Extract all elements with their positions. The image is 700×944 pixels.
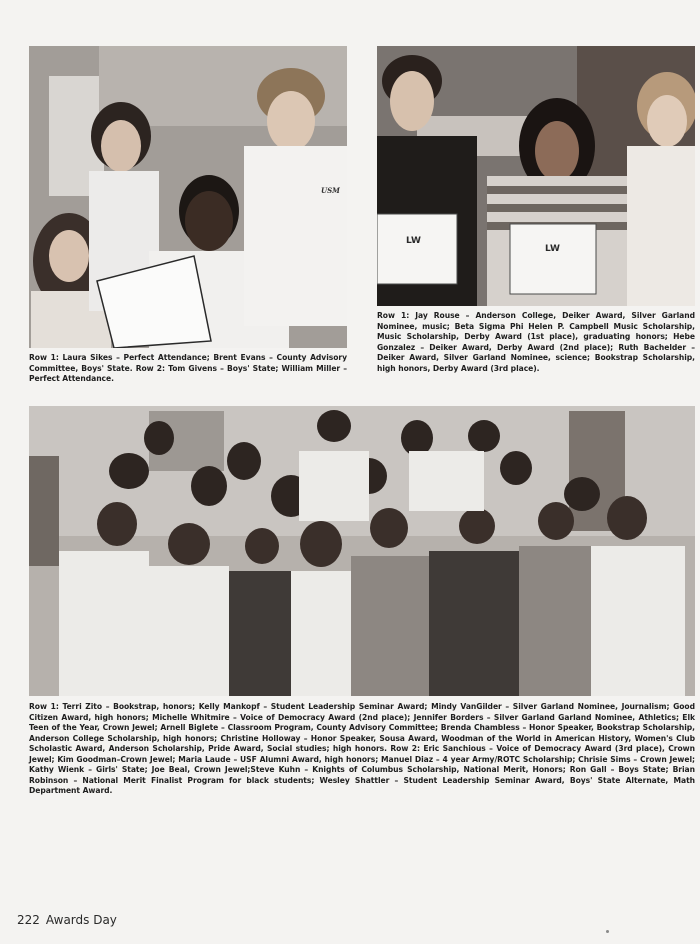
caption-top-right: Row 1: Jay Rouse – Anderson College, Deiker Award, Silver Garland Nominee, music; Beta Sigma Phi Helen P. Campbell Music Scholarship, Music Scholarship, Derby Award (1st place), graduating honors; Hebe Gonzalez – Deiker Award, Derby Award (2nd place); Ruth Bachelder – Deiker Award, Silver Garland Nominee, science; Bookstrap Scholarship, high honors, Derby Award (3rd place).: [377, 311, 695, 373]
certificate-text-right: LW: [545, 244, 560, 254]
photo-illustration: [29, 46, 347, 348]
photo-award-recipients-three: [377, 46, 695, 306]
photo-group-award-recipients: [29, 406, 695, 696]
caption-top-left: Row 1: Laura Sikes – Perfect Attendance; Brent Evans – County Advisory Committee, Boys' State. Row 2: Tom Givens – Boys' State; William Miller – Perfect Attendance.: [29, 353, 347, 383]
page-number: 222: [17, 913, 40, 927]
photo-award-recipients-four: [29, 46, 347, 348]
photo-illustration: [377, 46, 695, 306]
photo-illustration: [29, 406, 695, 696]
caption-group: Row 1: Terri Zito – Bookstrap, honors; Kelly Mankopf – Student Leadership Seminar Award; Mindy VanGilder – Silver Garland Nominee, Journalism; Good Citizen Award, high honors; Michelle Whitmire – Voice of Democracy Award (2nd place); Jennifer Borders – Silver Garland Garland Nominee, Athletics; Elk Teen of the Year, Crown Jewel; Arnell Biglete – Classroom Program, County Advisory Committee; Brenda Chambless – Honor Speaker, Bookstrap Scholarship, Anderson College Scholarship, high honors; Christine Holloway – Honor Speaker, Sousa Award, Woodman of the World in American History, Women's Club Scholastic Award, Anderson Scholarship, Pride Award, Social studies; high honors. Row 2: Eric Sanchious – Voice of Democracy Award (3rd place), Crown Jewel; Kim Goodman–Crown Jewel; Maria Laude – USF Alumni Award, high honors; Manuel Diaz – 4 year Army/ROTC Scholarship; Chrisie Sims – Crown Jewel; Kathy Wienk – Girls' State; Joe Beal, Crown Jewel;Steve Kuhn – Knights of Columbus Scholarship, National Merit, Honors; Ron Gall – Boys State; Brian Robinson – National Merit Finalist Program for black students; Wesley Shattler – Student Leadership Seminar Award, Boys' State Alternate, Math Department Award.: [29, 702, 695, 795]
print-mark: [606, 930, 609, 933]
section-title: Awards Day: [45, 913, 117, 927]
page-footer: [17, 913, 117, 927]
certificate-text-left: LW: [406, 236, 421, 246]
shirt-text: USM: [321, 186, 340, 195]
